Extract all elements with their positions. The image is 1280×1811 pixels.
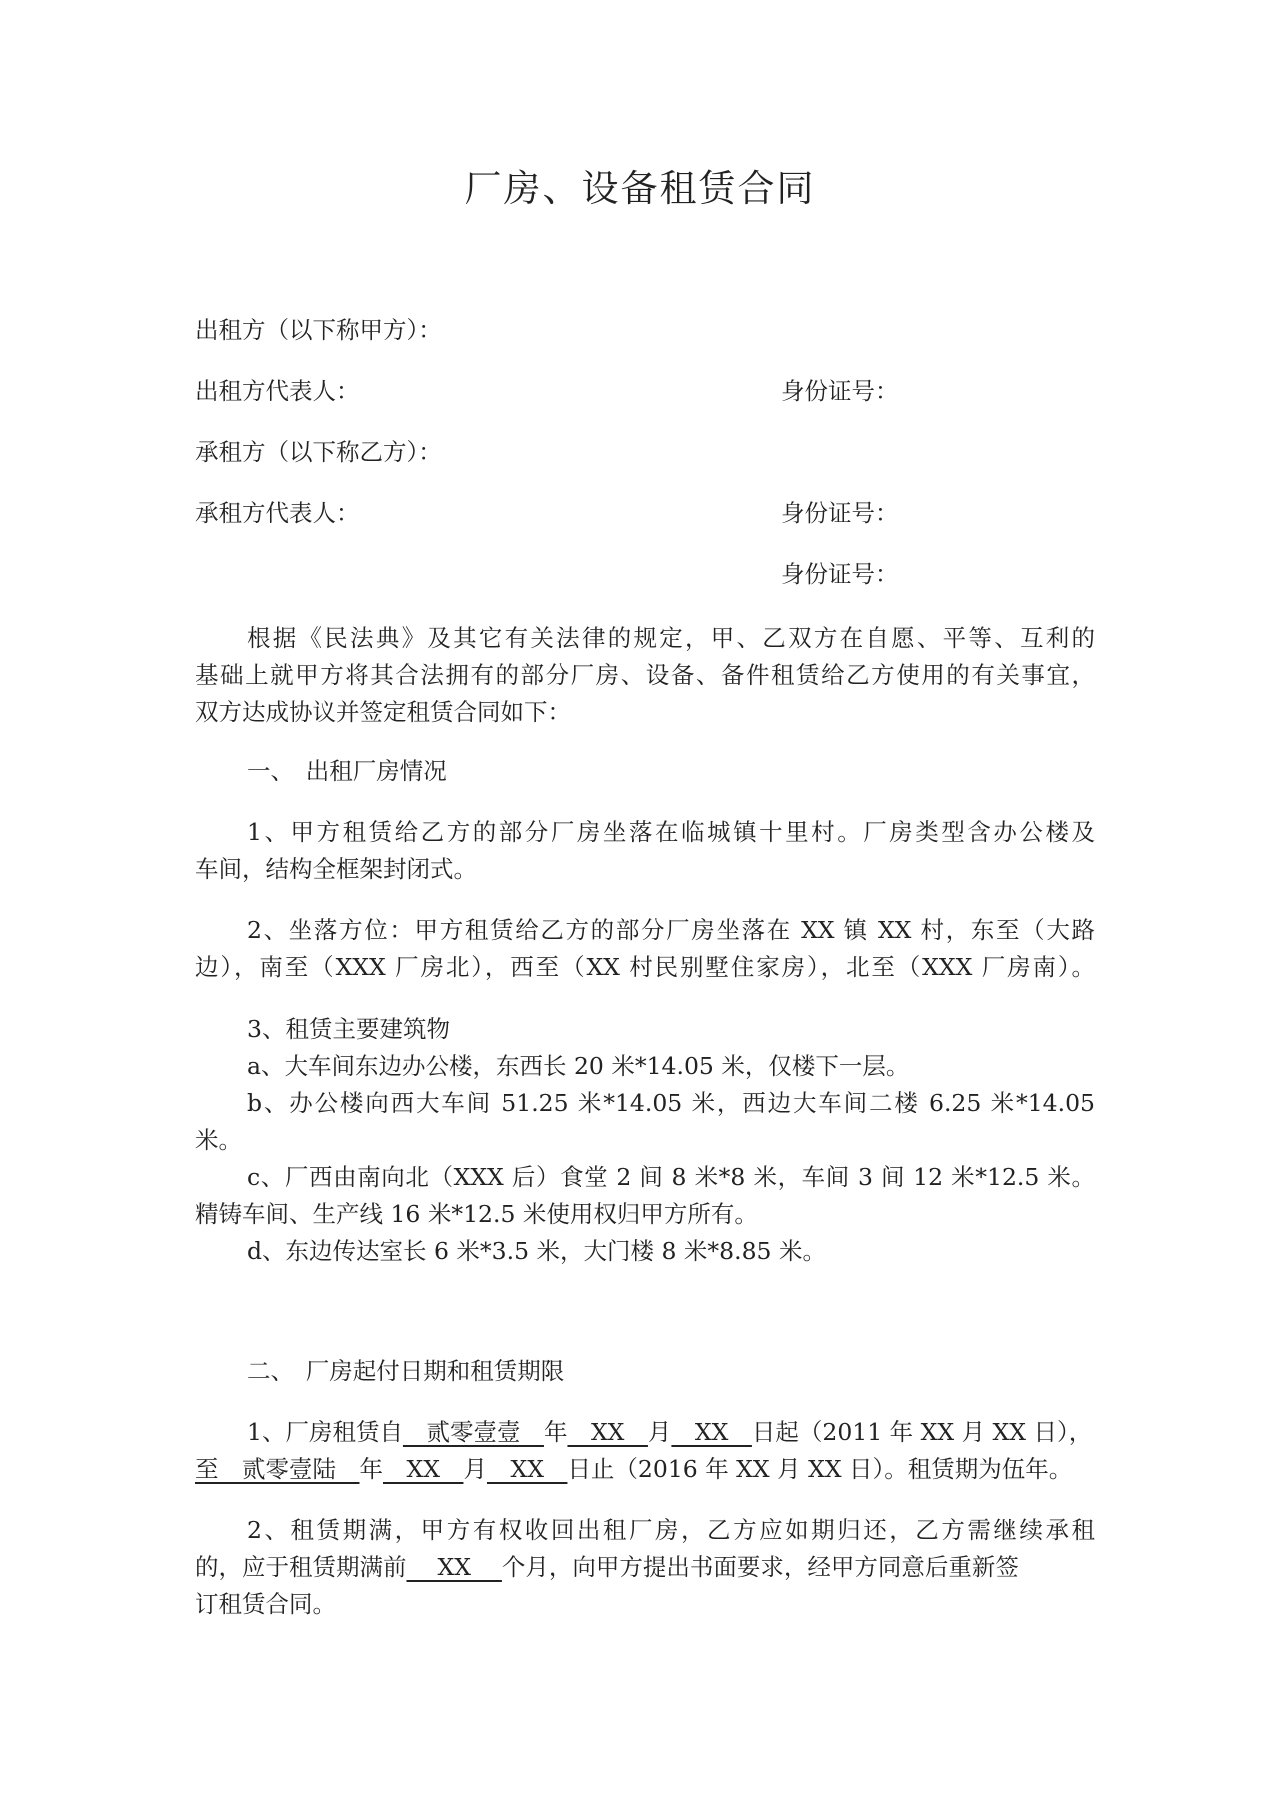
end-year-label: 年 [359, 1455, 383, 1483]
lessee-label: 承租方（以下称乙方）： [195, 438, 442, 466]
s2-item1-line-1 [247, 1414, 1095, 1450]
section-1-heading: 一、 出租厂房情况 [247, 757, 447, 785]
start-month-field: XX [567, 1418, 648, 1446]
lessee-line [195, 434, 1095, 470]
s2-item2-before: 的，应于租赁期满前 [195, 1553, 407, 1581]
s1-item3-d: d、东边传达室长 6 米*3.5 米，大门楼 8 米*8.85 米。 [247, 1237, 826, 1265]
s2-item2-line-2 [195, 1549, 1095, 1585]
preamble-line-1: 根据《民法典》及其它有关法律的规定，甲、乙双方在自愿、平等、互利的 [247, 624, 1095, 652]
extra-id-label: 身份证号： [781, 560, 899, 588]
s1-item3-b-line-1: b、办公楼向西大车间 51.25 米*14.05 米，西边大车间二楼 6.25 米*14.05 [247, 1089, 1095, 1117]
end-tail: 日止（2016 年 XX 月 XX 日）。租赁期为伍年。 [567, 1455, 1073, 1483]
s1-item3-b-line-2: 米。 [195, 1126, 242, 1154]
preamble-line-3: 双方达成协议并签定租赁合同如下： [195, 698, 571, 726]
s1-item2-line-1: 2、坐落方位：甲方租赁给乙方的部分厂房坐落在 XX 镇 XX 村，东至（大路 [247, 916, 1095, 944]
start-day-field: XX [671, 1418, 752, 1446]
s2-item2-line-1: 2、租赁期满，甲方有权收回出租厂房，乙方应如期归还，乙方需继续承租 [247, 1516, 1095, 1544]
end-year-field: 贰零壹陆 [218, 1455, 360, 1483]
lessor-id-label: 身份证号： [781, 377, 899, 405]
lessee-id-label: 身份证号： [781, 499, 899, 527]
lessor-rep-label: 出租方代表人： [195, 377, 360, 405]
s2-item2-after: 个月，向甲方提出书面要求，经甲方同意后重新签 [501, 1553, 1019, 1581]
months-field: XX [406, 1553, 502, 1581]
document-title: 厂房、设备租赁合同 [464, 167, 816, 210]
s1-item3-title: 3、租赁主要建筑物 [247, 1015, 450, 1043]
end-month-field: XX [383, 1455, 464, 1483]
start-tail: 日起（2011 年 XX 月 XX 日）， [751, 1418, 1093, 1446]
lessee-rep-line [195, 495, 1095, 531]
s1-item3-c-line-1: c、厂西由南向北（XXX 后）食堂 2 间 8 米*8 米，车间 3 间 12 米*12.5 米。 [247, 1163, 1095, 1191]
to-label: 至 [195, 1455, 219, 1483]
s1-item3-a: a、大车间东边办公楼，东西长 20 米*14.05 米，仅楼下一层。 [247, 1052, 910, 1080]
preamble-line-2: 基础上就甲方将其合法拥有的部分厂房、设备、备件租赁给乙方使用的有关事宜， [195, 661, 1095, 689]
end-month-label: 月 [463, 1455, 487, 1483]
lessee-rep-label: 承租方代表人： [195, 499, 360, 527]
section-2-heading: 二、 厂房起付日期和租赁期限 [247, 1357, 565, 1385]
lessor-label: 出租方（以下称甲方）： [195, 316, 442, 344]
month-label: 月 [647, 1418, 672, 1446]
year-label: 年 [543, 1418, 568, 1446]
s1-item2-line-2: 边），南至（XXX 厂房北），西至（XX 村民别墅住家房），北至（XXX 厂房南）。 [195, 953, 1095, 981]
end-day-field: XX [486, 1455, 568, 1483]
lessor-line [195, 312, 1095, 348]
s1-item1-line-2: 车间，结构全框架封闭式。 [195, 855, 477, 883]
s1-item3-c-line-2: 精铸车间、生产线 16 米*12.5 米使用权归甲方所有。 [195, 1200, 758, 1228]
s2-item1-prefix: 1、厂房租赁自 [247, 1418, 403, 1446]
start-year-field: 贰零壹壹 [402, 1418, 544, 1446]
s2-item1-line-2 [195, 1451, 1095, 1487]
s1-item1-line-1: 1、甲方租赁给乙方的部分厂房坐落在临城镇十里村。厂房类型含办公楼及 [247, 818, 1095, 846]
s2-item2-line-3: 订租赁合同。 [195, 1590, 336, 1618]
lessor-rep-line [195, 373, 1095, 409]
